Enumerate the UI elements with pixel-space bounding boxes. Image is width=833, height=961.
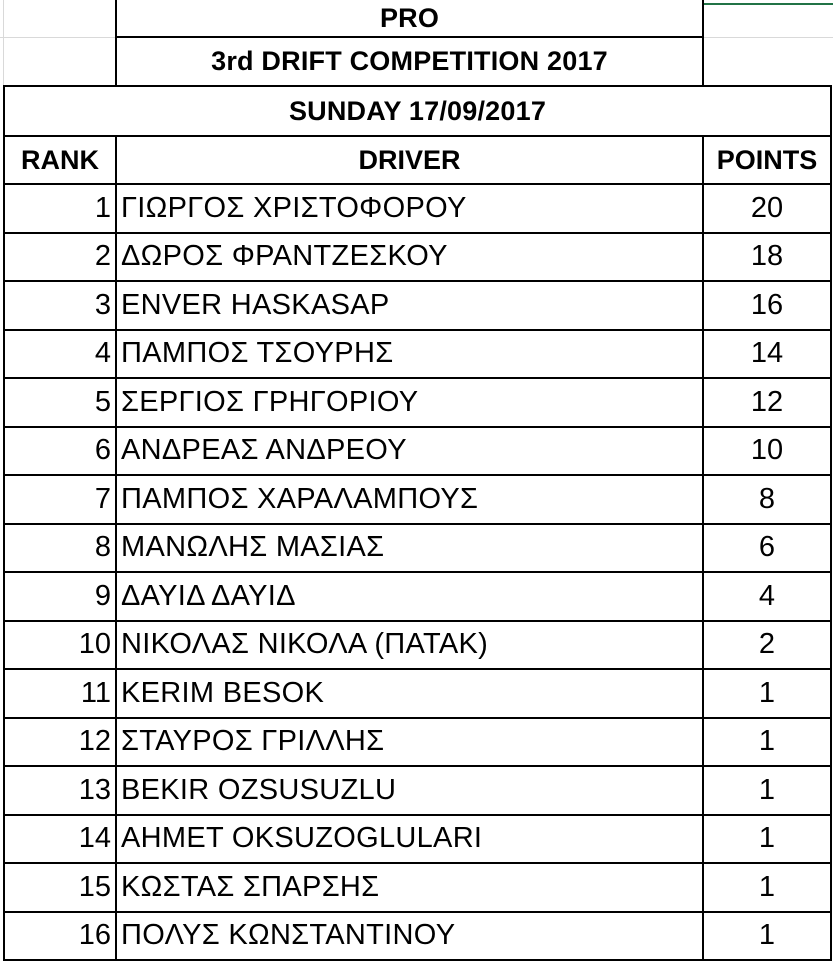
title-row-competition bbox=[4, 37, 831, 86]
rank-cell[interactable]: 1 bbox=[4, 184, 116, 233]
table-row bbox=[4, 475, 831, 524]
driver-name-cell[interactable]: BEKIR OZSUSUZLU bbox=[116, 766, 703, 815]
driver-name-cell[interactable]: AHMET OKSUZOGLULARI bbox=[116, 815, 703, 864]
rank-cell[interactable]: 10 bbox=[4, 621, 116, 670]
rank-cell[interactable]: 9 bbox=[4, 572, 116, 621]
rank-cell[interactable]: 3 bbox=[4, 281, 116, 330]
title-row-category bbox=[4, 0, 831, 37]
driver-name-cell[interactable]: ΣΤΑΥΡΟΣ ΓΡΙΛΛΗΣ bbox=[116, 718, 703, 767]
points-cell[interactable]: 1 bbox=[703, 815, 831, 864]
driver-header[interactable]: DRIVER bbox=[116, 136, 703, 184]
rank-cell[interactable]: 16 bbox=[4, 912, 116, 961]
rank-cell[interactable]: 4 bbox=[4, 330, 116, 379]
points-cell[interactable]: 4 bbox=[703, 572, 831, 621]
driver-name-cell[interactable]: ΝΙΚΟΛΑΣ ΝΙΚΟΛΑ (ΠΑΤΑΚ) bbox=[116, 621, 703, 670]
driver-name-cell[interactable]: ΠΑΜΠΟΣ ΤΣΟΥΡΗΣ bbox=[116, 330, 703, 379]
event-date[interactable]: SUNDAY 17/09/2017 bbox=[4, 86, 831, 136]
results-table bbox=[3, 0, 832, 961]
rank-cell[interactable]: 14 bbox=[4, 815, 116, 864]
table-row bbox=[4, 281, 831, 330]
points-cell[interactable]: 1 bbox=[703, 718, 831, 767]
points-cell[interactable]: 14 bbox=[703, 330, 831, 379]
table-row bbox=[4, 766, 831, 815]
driver-name-cell[interactable]: ENVER HASKASAP bbox=[116, 281, 703, 330]
rank-header[interactable]: RANK bbox=[4, 136, 116, 184]
table-row bbox=[4, 621, 831, 670]
driver-name-cell[interactable]: ΣΕΡΓΙΟΣ ΓΡΗΓΟΡΙΟΥ bbox=[116, 378, 703, 427]
driver-name-cell[interactable]: ΠΟΛΥΣ ΚΩΝΣΤΑΝΤΙΝΟΥ bbox=[116, 912, 703, 961]
points-cell[interactable]: 8 bbox=[703, 475, 831, 524]
rank-cell[interactable]: 6 bbox=[4, 427, 116, 476]
rank-cell[interactable]: 2 bbox=[4, 233, 116, 282]
rank-cell[interactable]: 12 bbox=[4, 718, 116, 767]
points-cell[interactable]: 12 bbox=[703, 378, 831, 427]
date-row bbox=[4, 86, 831, 136]
table-row bbox=[4, 330, 831, 379]
points-cell[interactable]: 1 bbox=[703, 766, 831, 815]
table-row bbox=[4, 863, 831, 912]
competition-title[interactable]: 3rd DRIFT COMPETITION 2017 bbox=[116, 37, 703, 86]
points-cell[interactable]: 16 bbox=[703, 281, 831, 330]
table-row bbox=[4, 184, 831, 233]
empty-cell[interactable] bbox=[4, 37, 116, 86]
points-cell[interactable]: 1 bbox=[703, 863, 831, 912]
table-row bbox=[4, 669, 831, 718]
points-cell[interactable]: 2 bbox=[703, 621, 831, 670]
header-row bbox=[4, 136, 831, 184]
driver-name-cell[interactable]: ΜΑΝΩΛΗΣ ΜΑΣΙΑΣ bbox=[116, 524, 703, 573]
table-row bbox=[4, 427, 831, 476]
points-cell[interactable]: 6 bbox=[703, 524, 831, 573]
driver-name-cell[interactable]: KERIM BESOK bbox=[116, 669, 703, 718]
table-row bbox=[4, 912, 831, 961]
rank-cell[interactable]: 15 bbox=[4, 863, 116, 912]
driver-name-cell[interactable]: ΓΙΩΡΓΟΣ ΧΡΙΣΤΟΦΟΡΟΥ bbox=[116, 184, 703, 233]
rank-cell[interactable]: 13 bbox=[4, 766, 116, 815]
rank-cell[interactable]: 11 bbox=[4, 669, 116, 718]
table-row bbox=[4, 524, 831, 573]
category-title[interactable]: PRO bbox=[116, 0, 703, 37]
driver-name-cell[interactable]: ΚΩΣΤΑΣ ΣΠΑΡΣΗΣ bbox=[116, 863, 703, 912]
driver-name-cell[interactable]: ΑΝΔΡΕΑΣ ΑΝΔΡΕΟΥ bbox=[116, 427, 703, 476]
points-cell[interactable]: 1 bbox=[703, 669, 831, 718]
driver-name-cell[interactable]: ΔΩΡΟΣ ΦΡΑΝΤΖΕΣΚΟΥ bbox=[116, 233, 703, 282]
table-row bbox=[4, 718, 831, 767]
points-header[interactable]: POINTS bbox=[703, 136, 831, 184]
points-cell[interactable]: 18 bbox=[703, 233, 831, 282]
rank-cell[interactable]: 8 bbox=[4, 524, 116, 573]
rank-cell[interactable]: 7 bbox=[4, 475, 116, 524]
table-row bbox=[4, 815, 831, 864]
driver-name-cell[interactable]: ΔΑΥΙΔ ΔΑΥΙΔ bbox=[116, 572, 703, 621]
driver-name-cell[interactable]: ΠΑΜΠΟΣ ΧΑΡΑΛΑΜΠΟΥΣ bbox=[116, 475, 703, 524]
rank-cell[interactable]: 5 bbox=[4, 378, 116, 427]
table-row bbox=[4, 378, 831, 427]
points-cell[interactable]: 1 bbox=[703, 912, 831, 961]
empty-cell[interactable] bbox=[703, 0, 831, 37]
points-cell[interactable]: 10 bbox=[703, 427, 831, 476]
points-cell[interactable]: 20 bbox=[703, 184, 831, 233]
table-row bbox=[4, 572, 831, 621]
table-row bbox=[4, 233, 831, 282]
empty-cell[interactable] bbox=[703, 37, 831, 86]
empty-cell[interactable] bbox=[4, 0, 116, 37]
